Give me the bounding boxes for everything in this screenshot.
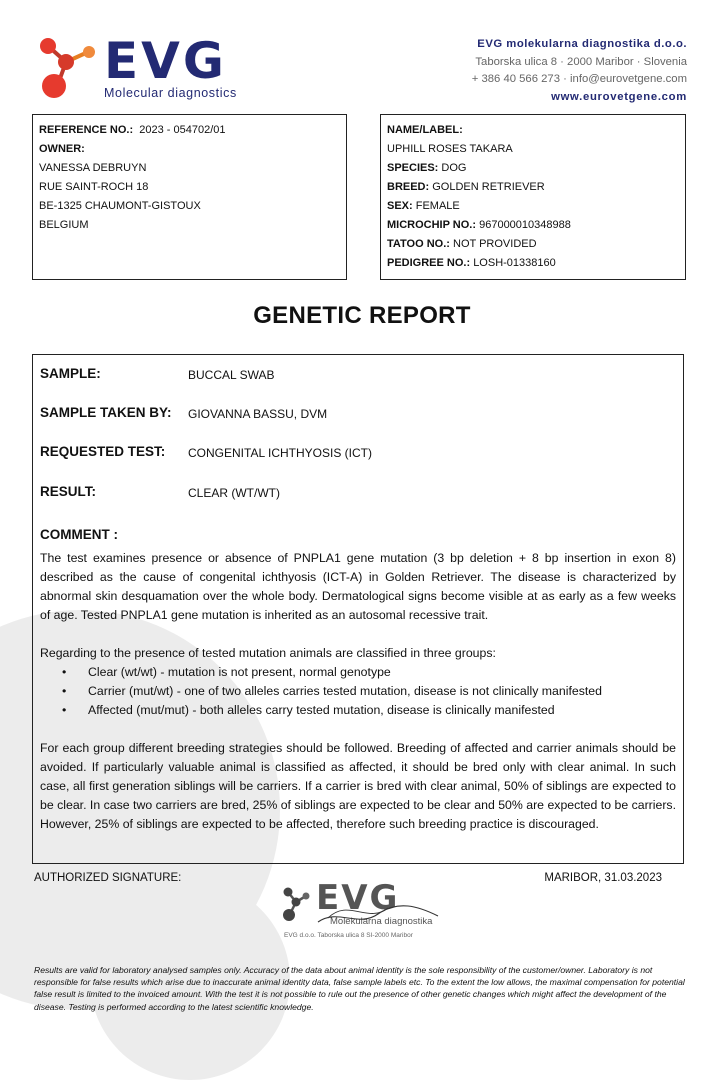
owner-line: VANESSA DEBRUYN: [39, 162, 147, 174]
authorized-signature-label: AUTHORIZED SIGNATURE:: [34, 872, 182, 884]
breed-value: GOLDEN RETRIEVER: [432, 181, 545, 193]
microchip-value: 967000010348988: [479, 219, 571, 231]
place-date: MARIBOR, 31.03.2023: [544, 872, 662, 884]
sample-value: BUCCAL SWAB: [188, 368, 275, 382]
species-label: SPECIES:: [387, 162, 439, 174]
result-value: CLEAR (WT/WT): [188, 486, 280, 500]
name-label: NAME/LABEL:: [387, 124, 463, 136]
sample-taken-label: SAMPLE TAKEN BY:: [40, 405, 172, 420]
owner-box: [32, 114, 347, 280]
owner-line: BELGIUM: [39, 219, 89, 231]
stamp-subtitle: Molekularna diagnostika: [330, 916, 433, 927]
sample-taken-value: GIOVANNA BASSU, DVM: [188, 407, 328, 421]
reference-value: 2023 - 054702/01: [139, 124, 226, 136]
logo-text: EVG: [104, 32, 227, 90]
breed-label: BREED:: [387, 181, 430, 193]
list-item: • Clear (wt/wt) - mutation is not present, normal genotype: [40, 663, 676, 682]
owner-line: RUE SAINT-ROCH 18: [39, 181, 149, 193]
logo-molecule-icon: [36, 34, 98, 100]
comment-label: COMMENT :: [40, 527, 118, 542]
company-website[interactable]: www.eurovetgene.com: [551, 90, 687, 103]
list-item: • Carrier (mut/wt) - one of two alleles carries tested mutation, disease is not clinically manifested: [40, 682, 676, 701]
sex-label: SEX:: [387, 200, 413, 212]
pedigree-value: LOSH-01338160: [473, 257, 556, 269]
genotype-group-list: [40, 663, 676, 720]
report-box: [32, 354, 684, 864]
company-name: EVG molekularna diagnostika d.o.o.: [477, 38, 687, 50]
tatoo-value: NOT PROVIDED: [453, 238, 537, 250]
result-label: RESULT:: [40, 484, 96, 499]
requested-test-value: CONGENITAL ICHTHYOSIS (ICT): [188, 446, 373, 460]
owner-label: OWNER:: [39, 143, 85, 155]
page-title: GENETIC REPORT: [253, 302, 471, 329]
logo-wordmark: [104, 32, 237, 100]
owner-line: BE-1325 CHAUMONT-GISTOUX: [39, 200, 201, 212]
company-contact: + 386 40 566 273 · info@eurovetgene.com: [471, 73, 687, 85]
company-address: Taborska ulica 8 · 2000 Maribor · Slovenia: [475, 55, 687, 68]
logo-subtitle: Molecular diagnostics: [104, 86, 237, 100]
stamp-logo: EVG: [316, 878, 400, 918]
sample-label: SAMPLE:: [40, 366, 101, 381]
company-info: [472, 36, 687, 106]
comment-paragraph: For each group different breeding strategies should be followed. Breeding of affected and carrier animals should be avoided. If particularly valuable animal is classified as affected, it should be bred only with clear animal. In such case, all first generation siblings will be carriers. If a carrier is bred with clear animal, 50% of siblings are expected to be clear. In case two carriers are bred, 25% of siblings are expected to be clear and 50% are expected to be carriers. However, 25% of siblings are expected to be affected, therefore such breeding practice is discouraged.: [40, 741, 676, 831]
comment-body: [40, 549, 676, 834]
name-value: UPHILL ROSES TAKARA: [387, 143, 513, 155]
legal-disclaimer: Results are valid for laboratory analysed samples only. Accuracy of the data about animal identity is the sole responsibility of the customer/owner. Laboratory is not responsible for false results which arise due to inaccurate animal identity data, false sample labels etc. To the extent the low allows, the maximal compensation for potential false result is limited to the invoiced amount. With the test it is not possible to rule out the presence of other genetic changes which might affect the development of the disease. Testing is performed according to the latest scientific knowledge.: [34, 965, 685, 1012]
tatoo-label: TATOO NO.:: [387, 238, 450, 250]
animal-box: [380, 114, 686, 280]
list-item: • Affected (mut/mut) - both alleles carry tested mutation, disease is clinically manifested: [40, 701, 676, 720]
comment-paragraph: Regarding to the presence of tested mutation animals are classified in three groups:: [40, 646, 496, 660]
requested-test-label: REQUESTED TEST:: [40, 444, 166, 459]
sex-value: FEMALE: [415, 200, 460, 212]
stamp-address: EVG d.o.o. Taborska ulica 8 SI-2000 Maribor: [284, 932, 413, 939]
microchip-label: MICROCHIP NO.:: [387, 219, 477, 231]
signature-stamp: [278, 878, 448, 944]
species-value: DOG: [441, 162, 467, 174]
reference-label: REFERENCE NO.:: [39, 124, 134, 136]
pedigree-label: PEDIGREE NO.:: [387, 257, 471, 269]
signature-scribble-icon: [278, 878, 448, 944]
comment-paragraph: The test examines presence or absence of PNPLA1 gene mutation (3 bp deletion + 8 bp insertion in exon 8) described as the cause of congenital ichthyosis (ICT-A) in Golden Retriever. The disease is characterized by abnormal skin desquamation over the whole body. Dermatological signs become visible at as early as a few weeks of age. Tested PNPLA1 gene mutation is inherited as an autosomal recessive trait.: [40, 551, 676, 622]
